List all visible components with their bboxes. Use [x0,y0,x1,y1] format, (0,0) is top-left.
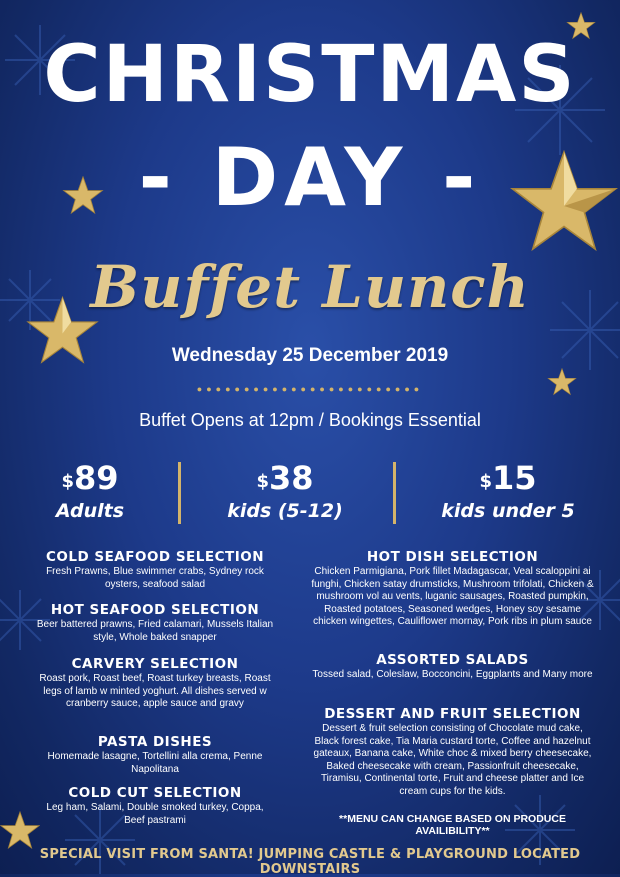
price-amount: 38 [269,459,314,497]
price-label: kids (5-12) [227,500,343,522]
price-divider [393,462,396,524]
price-currency: $ [256,471,269,492]
section-text: Homemade lasagne, Tortellini alla crema, Penne Napolitana [47,751,263,775]
price-currency: $ [479,471,492,492]
dotted-divider: ●●●●●●●●●●●●●●●●●●●●●●●● [196,384,424,394]
section-text: Roast pork, Roast beef, Roast turkey breasts, Roast legs of lamb w minted yoghurt. All dishes served w cranberry sauce, apple sauce and gravy [39,673,271,709]
section-text: Beer battered prawns, Fried calamari, Mussels Italian style, Whole baked snapper [36,619,274,643]
title-day: - DAY - [138,131,482,224]
price-amount: 89 [74,459,119,497]
menu-section-dessert [310,706,595,798]
event-date: Wednesday 25 December 2019 [171,345,449,366]
section-title: COLD CUT SELECTION [68,785,242,801]
menu-disclaimer: **MENU CAN CHANGE BASED ON PRODUCE AVAILIBILITY** [339,813,566,837]
section-title: DESSERT AND FRUIT SELECTION [324,706,581,722]
section-title: COLD SEAFOOD SELECTION [45,549,265,565]
section-text: Leg ham, Salami, Double smoked turkey, Coppa, Beef pastrami [46,802,264,826]
menu-section-cold-seafood [35,549,275,591]
section-text: Chicken Parmigiana, Pork fillet Madagascar, Veal scaloppini ai funghi, Chicken satay drumsticks, Mushroom trifolati, Chicken & mushroom vol au vents, luganic sausages, Roasted pumpkin, Roasted potatoes, Seasoned wedges, Honey soy sesame chicken wingettes, Cauliflower mornay, Pork ribs in plum sauce [311,566,594,627]
price-currency: $ [61,471,74,492]
title-christmas: CHRISTMAS [43,30,577,120]
title-buffet-lunch: Buffet Lunch [90,253,530,321]
section-title: HOT DISH SELECTION [366,549,539,565]
price-kids [195,458,375,522]
section-title: CARVERY SELECTION [71,656,239,672]
price-amount: 15 [492,459,537,497]
price-label: kids under 5 [441,500,575,522]
menu-section-carvery [35,656,275,711]
section-title: ASSORTED SALADS [376,652,529,668]
price-adults [0,458,180,522]
menu-section-cold-cut [35,785,275,827]
menu-section-pasta [35,734,275,776]
section-text: Dessert & fruit selection consisting of Chocolate mud cake, Black forest cake, Tia Maria custard torte, Coffee and hazelnut gateaux, Banana cake, White choc & mixed berry cheesecake, Baked cheesecake with cream, Passionfruit cheesecake, Tiramisu, Continental torte, Fruit and cheese platter and Ice cream cups for the kids. [313,723,592,797]
section-title: PASTA DISHES [97,734,213,750]
footer-banner: SPECIAL VISIT FROM SANTA! JUMPING CASTLE & PLAYGROUND LOCATED DOWNSTAIRS [39,847,581,877]
section-text: Fresh Prawns, Blue swimmer crabs, Sydney rock oysters, seafood salad [46,566,264,590]
section-title: HOT SEAFOOD SELECTION [50,602,260,618]
price-kids-under-5 [418,458,598,522]
section-text: Tossed salad, Coleslaw, Bocconcini, Eggplants and Many more [312,669,593,680]
opening-info: Buffet Opens at 12pm / Bookings Essential [139,410,481,430]
menu-section-hot-seafood [35,602,275,644]
price-label: Adults [55,500,125,522]
price-divider [178,462,181,524]
menu-section-hot-dish [310,549,595,629]
menu-section-salads [310,652,595,682]
